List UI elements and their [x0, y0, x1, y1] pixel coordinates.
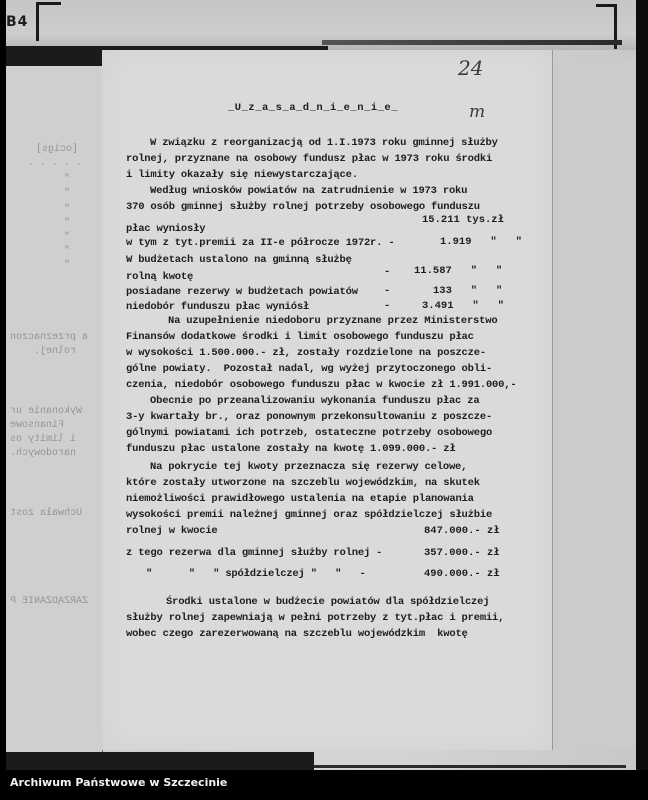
archive-watermark: Archiwum Państwowe w Szczecinie: [10, 776, 228, 789]
ghost-text: ": [64, 246, 71, 257]
document-page: [102, 50, 553, 750]
text-line: rolnej w kwocie: [126, 525, 218, 537]
text-line: Według wniosków powiatów na zatrudnienie w 1973 roku: [150, 185, 468, 197]
text-line: funduszu płac ustalone zostały na kwotę 1.099.000.- zł: [126, 443, 456, 455]
text-line: z tego rezerwa dla gminnej służby rolnej -: [126, 547, 383, 559]
ghost-text: i limity os: [10, 434, 77, 445]
ghost-text: . . . . .: [28, 158, 83, 169]
text-line: " " " spółdzielczej " " -: [146, 568, 366, 580]
underlying-sheet-right: [553, 58, 638, 748]
text-line: gólne powiaty. Pozostał nadal, wg wyżej przytoczonego obli-: [126, 363, 493, 375]
text-line: wobec czego zarezerwowaną na szczeblu wojewódzkim kwotę: [126, 628, 468, 640]
dash: -: [384, 266, 391, 278]
text-line: wysokości premii należnej gminnej oraz spółdzielczej służbie: [126, 509, 493, 521]
amount-kwota-rezerw: 847.000.- zł: [424, 525, 500, 537]
amount-rezerwa-gminna: 357.000.- zł: [424, 547, 500, 559]
ghost-text: ": [64, 188, 71, 199]
text-line: i limity okazały się niewystarczające.: [126, 169, 358, 181]
frame-label: B4: [6, 14, 29, 30]
dash: -: [384, 300, 391, 312]
text-line: 370 osób gminnej służby rolnej potrzeby osobowego funduszu: [126, 201, 480, 213]
text-line: które zostały utworzone na szczeblu wojewódzkim, na skutek: [126, 477, 480, 489]
text-line: w wysokości 1.500.000.- zł, zostały rozdzielone na poszcze-: [126, 347, 486, 359]
text-line: płac wyniosły: [126, 223, 206, 235]
ghost-text: [ocigs]: [36, 144, 79, 155]
document-title: _U_z_a_s_a_d_n_i_e_n_i_e_: [228, 102, 399, 114]
binding-strip-bottom: [314, 765, 626, 768]
ghost-text: ZARZĄDZANIE P: [10, 596, 89, 607]
text-line: W budżetach ustalono na gminną służbę: [126, 254, 352, 266]
text-line: gólnymi powiatami ich potrzeb, ostateczne potrzeby osobowego: [126, 427, 493, 439]
text-line: Na uzupełnienie niedoboru przyznane przez Ministerstwo: [168, 315, 498, 327]
dash: -: [384, 285, 391, 297]
handwritten-mark: m: [469, 102, 486, 122]
text-line: Obecnie po przeanalizowaniu wykonania funduszu płac za: [150, 395, 480, 407]
ghost-text: ": [64, 204, 71, 215]
text-line: rolnej, przyznane na osobowy fundusz płac w 1973 roku środki: [126, 153, 493, 165]
text-line: posiadane rezerwy w budżetach powiatów: [126, 286, 358, 298]
ghost-text: Finansowe: [10, 420, 65, 431]
ghost-text: Wykonanie ur: [10, 406, 83, 417]
ghost-text: ": [64, 260, 71, 271]
text-line: rolną kwotę: [126, 271, 194, 283]
amount-niedobor: 3.491 " ": [422, 300, 504, 312]
text-line: służby rolnej zapewniają w pełni potrzeby z tyt.płac i premii,: [126, 612, 505, 624]
binding-strip-top: [322, 40, 622, 45]
ghost-text: a przeznaczon: [10, 332, 89, 343]
ghost-text: rolnej.: [34, 346, 77, 357]
text-line: niedobór funduszu płac wyniósł: [126, 301, 310, 313]
amount-rezerwy: 133 " ": [433, 285, 503, 297]
ghost-text: ": [64, 174, 71, 185]
text-line: Finansów dodatkowe środki i limit osobowego funduszu płac: [126, 331, 474, 343]
handwritten-folio-number: 24: [458, 56, 484, 80]
amount-rezerwa-spoldzielcza: 490.000.- zł: [424, 568, 500, 580]
film-edge-right: [636, 0, 648, 770]
ghost-text: ": [64, 218, 71, 229]
text-line: 3-y kwartały br., oraz ponownym przekonsultowaniu z poszcze-: [126, 411, 493, 423]
ghost-text: ": [64, 232, 71, 243]
binding-bar-bottom: [6, 752, 314, 770]
ghost-text: Uchwała zost: [10, 508, 83, 519]
ghost-text: narodowych.: [10, 448, 77, 459]
amount-potrzeby: 15.211 tys.zł: [422, 214, 504, 226]
text-line: W związku z reorganizacją od 1.I.1973 roku gminnej służby: [150, 137, 498, 149]
text-line: Środki ustalone w budżecie powiatów dla spółdzielczej: [166, 596, 490, 608]
text-line: Na pokrycie tej kwoty przeznacza się rezerwy celowe,: [150, 461, 468, 473]
amount-budzety: 11.587 " ": [414, 265, 503, 277]
crop-mark-left: [36, 2, 61, 41]
underlying-sheet-left: [6, 66, 103, 752]
text-line: w tym z tyt.premii za II-e półrocze 1972r. -: [126, 237, 395, 249]
text-line: niemożliwości prawidłowego ustalenia na etapie planowania: [126, 493, 474, 505]
amount-premie: 1.919 " ": [440, 236, 522, 248]
text-line: czenia, niedobór osobowego funduszu płac w kwocie zł 1.991.000,-: [126, 379, 517, 391]
